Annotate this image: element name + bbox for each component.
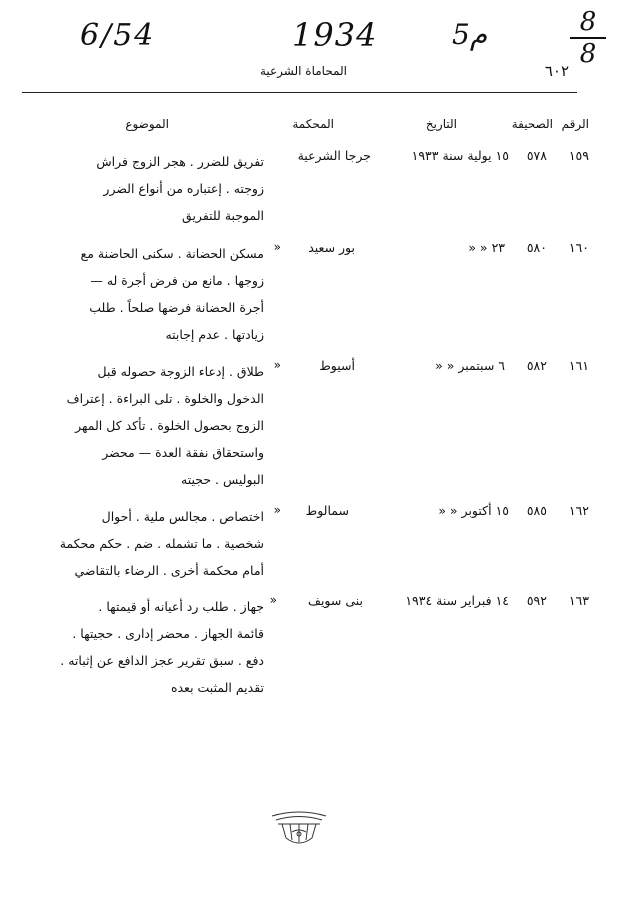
entry-number: ١٦٠ <box>568 240 589 255</box>
entry-number: ١٦٢ <box>568 503 589 518</box>
subject-line: جهاز . طلب رد أعيانه أو قيمتها . <box>98 599 264 614</box>
handwritten-year: 1934 <box>292 16 378 54</box>
handwritten-mark: 5ﻡ <box>452 18 488 51</box>
entry-subject <box>19 593 264 701</box>
subject-line: زوجها . مانع من فرض أجرة له — <box>90 273 264 288</box>
entry-court: بور سعيد <box>308 240 355 255</box>
entry-page: ٥٨٥ <box>526 503 547 518</box>
ditto-mark: « <box>273 358 281 372</box>
entry-date: ٦ سبتمبر « « <box>435 358 505 373</box>
entry-court: أسيوط <box>319 358 355 373</box>
entry-subject <box>19 503 264 584</box>
entry-number: ١٦٣ <box>568 593 589 608</box>
entry-date: ٢٣ « « <box>468 240 505 255</box>
subject-line: الدخول والخلوة . تلى البراءة . إعتراف <box>66 391 264 406</box>
column-header-court: المحكمة <box>292 117 334 131</box>
header-rule <box>22 92 577 93</box>
ditto-mark: « <box>273 240 281 254</box>
entry-date: ١٤ فبراير سنة ١٩٣٤ <box>405 593 509 608</box>
entry-page: ٥٧٨ <box>526 148 547 163</box>
subject-line: شخصية . ما تشمله . ضم . حكم محكمة <box>59 536 264 551</box>
column-header-number: الرقم <box>561 117 589 131</box>
journal-title: المحاماة الشرعية <box>259 64 347 78</box>
subject-line: مسكن الحضانة . سكنى الحاضنة مع <box>80 246 264 261</box>
subject-line: اختصاص . مجالس ملية . أحوال <box>101 509 264 524</box>
entry-page: ٥٨٢ <box>526 358 547 373</box>
entry-date: ١٥ يولية سنة ١٩٣٣ <box>411 148 509 163</box>
entry-number: ١٦١ <box>568 358 589 373</box>
entry-page: ٥٨٠ <box>526 240 547 255</box>
running-head <box>20 62 577 88</box>
subject-line: زوجته . إعتباره من أنواع الضرر <box>103 181 264 196</box>
subject-line: تفريق للضرر . هجر الزوج فراش <box>96 154 264 169</box>
subject-line: أمام محكمة أخرى . الرضاء بالتقاضي <box>74 563 264 578</box>
subject-line: قائمة الجهاز . محضر إدارى . حجيتها . <box>72 626 264 641</box>
subject-line: تقديم المثبت بعده <box>170 680 264 695</box>
entry-court: بنى سويف <box>308 593 363 608</box>
subject-line: زيادتها . عدم إجابته <box>165 327 264 342</box>
subject-line: الزوج بحصول الخلوة . تأكد كل المهر <box>75 418 264 433</box>
page-number: ٦٠٢ <box>544 62 569 80</box>
column-header-subject: الموضوع <box>125 117 169 131</box>
entry-subject <box>19 240 264 348</box>
entry-number: ١٥٩ <box>568 148 589 163</box>
entry-court: جرجا الشرعية <box>297 148 371 163</box>
entry-date: ١٥ أكتوبر « « <box>438 503 509 518</box>
subject-line: البوليس . حجيته <box>181 472 264 487</box>
subject-line: طلاق . إدعاء الزوجة حصوله قبل <box>97 364 264 379</box>
entry-page: ٥٩٢ <box>526 593 547 608</box>
ditto-mark: « <box>273 503 281 517</box>
column-header-date: التاريخ <box>425 117 457 131</box>
entry-subject <box>19 148 264 229</box>
printer-ornament <box>268 806 330 850</box>
subject-line: واستحقاق نفقة العدة — محضر <box>102 445 264 460</box>
entry-court: سمالوط <box>305 503 349 518</box>
column-header-page: الصحيفة <box>511 117 553 131</box>
ditto-mark: « <box>269 593 277 607</box>
subject-line: أجرة الحضانة فرضها صلحاً . طلب <box>89 300 264 315</box>
entry-subject <box>19 358 264 493</box>
handwritten-reference: 6/54 <box>80 18 156 53</box>
fraction-numerator: 8 <box>579 7 597 37</box>
fraction-denominator: 8 <box>579 39 597 69</box>
handwritten-fraction <box>568 8 608 68</box>
subject-line: دفع . سبق تقرير عجز الدافع عن إثباته . <box>60 653 264 668</box>
subject-line: الموجبة للتفريق <box>182 208 264 223</box>
